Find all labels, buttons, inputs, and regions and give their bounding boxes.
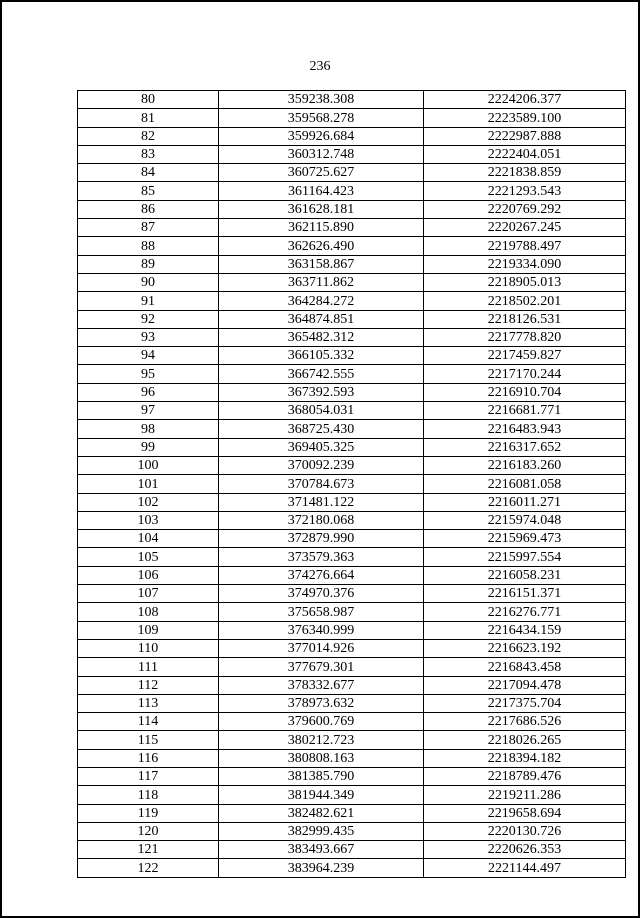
table-row — [78, 713, 626, 731]
y-coordinate-cell: 2217778.820 — [424, 328, 626, 346]
x-coordinate-cell: 364874.851 — [219, 310, 424, 328]
y-coordinate-cell: 2218026.265 — [424, 731, 626, 749]
x-coordinate-cell: 360312.748 — [219, 145, 424, 163]
scan-border-left — [0, 0, 2, 918]
table-row — [78, 804, 626, 822]
table-row — [78, 438, 626, 456]
x-coordinate-cell: 362626.490 — [219, 237, 424, 255]
point-number-cell: 102 — [78, 493, 219, 511]
x-coordinate-cell: 370784.673 — [219, 475, 424, 493]
point-number-cell: 97 — [78, 402, 219, 420]
table-row — [78, 841, 626, 859]
y-coordinate-cell: 2220626.353 — [424, 841, 626, 859]
x-coordinate-cell: 381385.790 — [219, 767, 424, 785]
point-number-cell: 91 — [78, 292, 219, 310]
x-coordinate-cell: 361164.423 — [219, 182, 424, 200]
x-coordinate-cell: 359926.684 — [219, 127, 424, 145]
x-coordinate-cell: 369405.325 — [219, 438, 424, 456]
point-number-cell: 93 — [78, 328, 219, 346]
y-coordinate-cell: 2221838.859 — [424, 164, 626, 182]
table-row — [78, 511, 626, 529]
point-number-cell: 114 — [78, 713, 219, 731]
y-coordinate-cell: 2220769.292 — [424, 200, 626, 218]
x-coordinate-cell: 383964.239 — [219, 859, 424, 877]
x-coordinate-cell: 372180.068 — [219, 511, 424, 529]
table-row — [78, 786, 626, 804]
point-number-cell: 87 — [78, 219, 219, 237]
y-coordinate-cell: 2218502.201 — [424, 292, 626, 310]
y-coordinate-cell: 2218905.013 — [424, 273, 626, 291]
y-coordinate-cell: 2216151.371 — [424, 585, 626, 603]
x-coordinate-cell: 374276.664 — [219, 566, 424, 584]
point-number-cell: 109 — [78, 621, 219, 639]
y-coordinate-cell: 2216623.192 — [424, 639, 626, 657]
table-row — [78, 621, 626, 639]
point-number-cell: 122 — [78, 859, 219, 877]
x-coordinate-cell: 380808.163 — [219, 749, 424, 767]
point-number-cell: 99 — [78, 438, 219, 456]
x-coordinate-cell: 378973.632 — [219, 694, 424, 712]
x-coordinate-cell: 361628.181 — [219, 200, 424, 218]
point-number-cell: 86 — [78, 200, 219, 218]
point-number-cell: 95 — [78, 365, 219, 383]
y-coordinate-cell: 2217459.827 — [424, 347, 626, 365]
point-number-cell: 101 — [78, 475, 219, 493]
point-number-cell: 88 — [78, 237, 219, 255]
scan-border-top — [0, 0, 640, 2]
y-coordinate-cell: 2216317.652 — [424, 438, 626, 456]
table-row — [78, 475, 626, 493]
y-coordinate-cell: 2219658.694 — [424, 804, 626, 822]
point-number-cell: 119 — [78, 804, 219, 822]
x-coordinate-cell: 381944.349 — [219, 786, 424, 804]
point-number-cell: 98 — [78, 420, 219, 438]
table-row — [78, 585, 626, 603]
x-coordinate-cell: 370092.239 — [219, 456, 424, 474]
table-row — [78, 420, 626, 438]
y-coordinate-cell: 2216011.271 — [424, 493, 626, 511]
point-number-cell: 82 — [78, 127, 219, 145]
page-number: 236 — [309, 59, 331, 74]
table-row — [78, 109, 626, 127]
x-coordinate-cell: 374970.376 — [219, 585, 424, 603]
table-row — [78, 127, 626, 145]
point-number-cell: 113 — [78, 694, 219, 712]
table-row — [78, 548, 626, 566]
table-row — [78, 91, 626, 109]
x-coordinate-cell: 364284.272 — [219, 292, 424, 310]
y-coordinate-cell: 2220267.245 — [424, 219, 626, 237]
x-coordinate-cell: 367392.593 — [219, 383, 424, 401]
y-coordinate-cell: 2216910.704 — [424, 383, 626, 401]
y-coordinate-cell: 2217094.478 — [424, 676, 626, 694]
x-coordinate-cell: 366742.555 — [219, 365, 424, 383]
x-coordinate-cell: 359568.278 — [219, 109, 424, 127]
x-coordinate-cell: 363158.867 — [219, 255, 424, 273]
y-coordinate-cell: 2215997.554 — [424, 548, 626, 566]
table-row — [78, 402, 626, 420]
point-number-cell: 89 — [78, 255, 219, 273]
point-number-cell: 112 — [78, 676, 219, 694]
table-row — [78, 603, 626, 621]
y-coordinate-cell: 2216434.159 — [424, 621, 626, 639]
point-number-cell: 107 — [78, 585, 219, 603]
point-number-cell: 100 — [78, 456, 219, 474]
x-coordinate-cell: 376340.999 — [219, 621, 424, 639]
x-coordinate-cell: 379600.769 — [219, 713, 424, 731]
x-coordinate-cell: 363711.862 — [219, 273, 424, 291]
y-coordinate-cell: 2218126.531 — [424, 310, 626, 328]
y-coordinate-cell: 2215969.473 — [424, 530, 626, 548]
point-number-cell: 84 — [78, 164, 219, 182]
x-coordinate-cell: 382999.435 — [219, 822, 424, 840]
y-coordinate-cell: 2223589.100 — [424, 109, 626, 127]
y-coordinate-cell: 2222987.888 — [424, 127, 626, 145]
table-row — [78, 182, 626, 200]
y-coordinate-cell: 2216058.231 — [424, 566, 626, 584]
x-coordinate-cell: 382482.621 — [219, 804, 424, 822]
point-number-cell: 90 — [78, 273, 219, 291]
table-row — [78, 219, 626, 237]
x-coordinate-cell: 383493.667 — [219, 841, 424, 859]
table-row — [78, 493, 626, 511]
table-row — [78, 383, 626, 401]
y-coordinate-cell: 2218394.182 — [424, 749, 626, 767]
y-coordinate-cell: 2222404.051 — [424, 145, 626, 163]
point-number-cell: 106 — [78, 566, 219, 584]
x-coordinate-cell: 377679.301 — [219, 658, 424, 676]
y-coordinate-cell: 2216681.771 — [424, 402, 626, 420]
y-coordinate-cell: 2216081.058 — [424, 475, 626, 493]
table-row — [78, 292, 626, 310]
y-coordinate-cell: 2219334.090 — [424, 255, 626, 273]
point-number-cell: 120 — [78, 822, 219, 840]
x-coordinate-cell: 372879.990 — [219, 530, 424, 548]
y-coordinate-cell: 2221144.497 — [424, 859, 626, 877]
y-coordinate-cell: 2216483.943 — [424, 420, 626, 438]
x-coordinate-cell: 360725.627 — [219, 164, 424, 182]
x-coordinate-cell: 371481.122 — [219, 493, 424, 511]
point-number-cell: 116 — [78, 749, 219, 767]
table-row — [78, 365, 626, 383]
point-number-cell: 94 — [78, 347, 219, 365]
table-row — [78, 639, 626, 657]
y-coordinate-cell: 2219788.497 — [424, 237, 626, 255]
y-coordinate-cell: 2221293.543 — [424, 182, 626, 200]
point-number-cell: 103 — [78, 511, 219, 529]
point-number-cell: 96 — [78, 383, 219, 401]
point-number-cell: 104 — [78, 530, 219, 548]
point-number-cell: 115 — [78, 731, 219, 749]
table-row — [78, 237, 626, 255]
y-coordinate-cell: 2220130.726 — [424, 822, 626, 840]
table-row — [78, 456, 626, 474]
table-row — [78, 347, 626, 365]
point-number-cell: 108 — [78, 603, 219, 621]
table-row — [78, 767, 626, 785]
table-body — [78, 91, 626, 878]
table-row — [78, 731, 626, 749]
x-coordinate-cell: 362115.890 — [219, 219, 424, 237]
table-row — [78, 822, 626, 840]
y-coordinate-cell: 2224206.377 — [424, 91, 626, 109]
table-row — [78, 145, 626, 163]
x-coordinate-cell: 378332.677 — [219, 676, 424, 694]
y-coordinate-cell: 2219211.286 — [424, 786, 626, 804]
y-coordinate-cell: 2216183.260 — [424, 456, 626, 474]
y-coordinate-cell: 2217686.526 — [424, 713, 626, 731]
y-coordinate-cell: 2217170.244 — [424, 365, 626, 383]
y-coordinate-cell: 2216276.771 — [424, 603, 626, 621]
x-coordinate-cell: 368725.430 — [219, 420, 424, 438]
point-number-cell: 92 — [78, 310, 219, 328]
x-coordinate-cell: 377014.926 — [219, 639, 424, 657]
x-coordinate-cell: 375658.987 — [219, 603, 424, 621]
x-coordinate-cell: 365482.312 — [219, 328, 424, 346]
table-row — [78, 328, 626, 346]
y-coordinate-cell: 2218789.476 — [424, 767, 626, 785]
table-row — [78, 200, 626, 218]
coordinate-table — [77, 90, 626, 878]
table-row — [78, 676, 626, 694]
table-row — [78, 566, 626, 584]
point-number-cell: 117 — [78, 767, 219, 785]
point-number-cell: 111 — [78, 658, 219, 676]
y-coordinate-cell: 2217375.704 — [424, 694, 626, 712]
table-row — [78, 273, 626, 291]
y-coordinate-cell: 2215974.048 — [424, 511, 626, 529]
table-row — [78, 164, 626, 182]
x-coordinate-cell: 368054.031 — [219, 402, 424, 420]
x-coordinate-cell: 359238.308 — [219, 91, 424, 109]
table-row — [78, 255, 626, 273]
point-number-cell: 81 — [78, 109, 219, 127]
point-number-cell: 83 — [78, 145, 219, 163]
point-number-cell: 110 — [78, 639, 219, 657]
x-coordinate-cell: 380212.723 — [219, 731, 424, 749]
point-number-cell: 121 — [78, 841, 219, 859]
point-number-cell: 85 — [78, 182, 219, 200]
x-coordinate-cell: 366105.332 — [219, 347, 424, 365]
x-coordinate-cell: 373579.363 — [219, 548, 424, 566]
table-row — [78, 859, 626, 877]
point-number-cell: 118 — [78, 786, 219, 804]
point-number-cell: 80 — [78, 91, 219, 109]
table-row — [78, 749, 626, 767]
table-row — [78, 310, 626, 328]
point-number-cell: 105 — [78, 548, 219, 566]
y-coordinate-cell: 2216843.458 — [424, 658, 626, 676]
table-row — [78, 658, 626, 676]
table-row — [78, 694, 626, 712]
table-row — [78, 530, 626, 548]
